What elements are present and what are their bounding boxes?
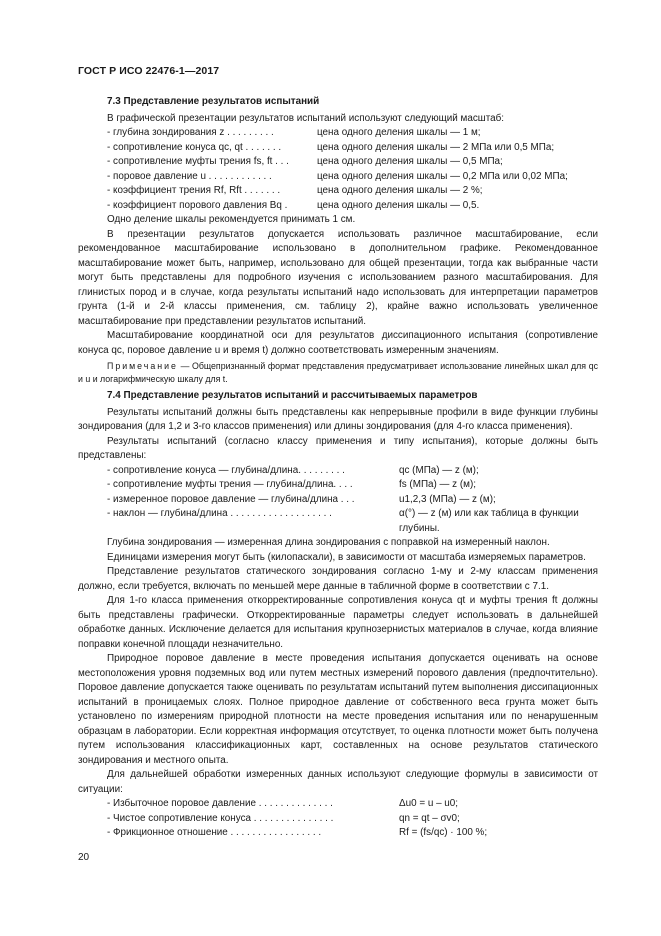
scale-list [78,126,598,213]
paragraph: В графической презентации результатов испытаний используют следующий масштаб: [107,112,504,124]
section-7-3-title: 7.3 Представление результатов испытаний [107,96,320,107]
list-item-label: - сопротивление муфты трения fs, ft . . . [107,156,289,167]
list-item [107,812,598,827]
note [78,360,598,385]
formula-label: - Чистое сопротивление конуса . . . . . . . . . . . . . . . [107,812,334,824]
list-item-label: - сопротивление муфты трения — глубина/длина. . . . [107,479,353,490]
document-header: ГОСТ Р ИСО 22476-1—2017 [78,65,220,77]
formula-value: Δu0 = u – u0; [399,798,459,809]
list-item [107,797,598,812]
list-item [107,199,598,214]
list-item-label: - наклон — глубина/длина . . . . . . . . . . . . . . . . . . . [107,508,332,519]
paragraph: Глубина зондирования — измеренная длина зондирования с поправкой на измеренный наклон. [107,537,550,548]
note-text: — Общепризнанный формат представления предусматривает использование линейных шкал для qc и u и логарифмическую шкалу для t. [78,361,598,384]
list-item [107,464,598,479]
list-item-continuation: глубины. [399,522,440,534]
paragraph: В презентации результатов допускается использовать различное масштабирование, если рекомендованное масштабирование использовано в дополнительном графике. Рекомендованное масштабирование может быть, например, использовано для общей презентации, тогда как выбранные части могут быть представлены для подробного изучения с использованием разного масштабирования. Для глинистых пород и в случае, когда результаты испытаний надо использовать для интерпретации параметров грунта (1-й и 2-й классы применения, см. таблицу 2), крайне важно использовать увеличенное масштабирование при представлении результатов испытаний. [78,228,598,327]
list-item [107,126,598,141]
list-item-value: цена одного деления шкалы — 0,5 МПа; [317,156,503,167]
list-item-label: - сопротивление конуса — глубина/длина. . . . . . . . . [107,464,345,476]
paragraph: Единицами измерения могут быть (килопаскали), в зависимости от масштаба измеряемых параметров. [107,551,586,563]
formula-value: qn = qt – σv0; [399,812,460,824]
list-item-value: α(°) — z (м) или как таблица в функции [399,508,579,519]
paragraph: Результаты испытаний (согласно классу применения и типу испытания), которые должны быть представлены: [78,435,598,461]
formula-list [78,797,598,841]
list-item-label: - глубина зондирования z . . . . . . . . . [107,127,274,138]
list-item [107,155,598,170]
list-item-label: - сопротивление конуса qc, qt . . . . . . . [107,141,282,153]
page-content [78,95,598,841]
list-item-label: - коэффициент трения Rf, Rft . . . . . . . [107,185,281,196]
list-item [107,184,598,199]
list-item [107,478,598,493]
list-item-label: - измеренное поровое давление — глубина/длина . . . [107,493,355,505]
list-item-value: цена одного деления шкалы — 0,2 МПа или 0,02 МПа; [317,170,568,182]
formula-label: - Фрикционное отношение . . . . . . . . . . . . . . . . . [107,827,322,838]
paragraph: Представление результатов статического зондирования согласно 1-му и 2-му классам применения должно, если требуется, включать по меньшей мере данные в табличной форме в соответствии с 7.1. [78,566,598,592]
section-7-4-title: 7.4 Представление результатов испытаний и рассчитываемых параметров [107,390,478,401]
paragraph: Природное поровое давление в месте проведения испытания допускается оценивать на основе местоположения уровня подземных вод или путем местных измерений порового давления (предпочтительно). Поровое давление допускается также оценивать по результатам испытаний путем выполнения диссипационных испытаний в проницаемых слоях. Полное природное давление от собственного веса грунта может быть установлено по измерениям природной плотности на месте проведения испытания или по ненарушенным образцам в лаборатории. Если корректная информация отсутствует, то оценка плотности может быть получена путем использования классификационных карт, составленных на основе результатов статического зондирования и местного опыта. [78,653,598,766]
paragraph: Для дальнейшей обработки измеренных данных используют следующие формулы в зависимости от ситуации: [78,769,598,795]
paragraph: Масштабирование координатной оси для результатов диссипационного испытания (сопротивление конуса qc, поровое давление u и время t) должно соответствовать измеренным значениям. [78,330,598,356]
list-item-value: цена одного деления шкалы — 0,5. [317,199,480,211]
paragraph: Одно деление шкалы рекомендуется принимать 1 см. [107,214,356,225]
list-item-value: цена одного деления шкалы — 2 %; [317,185,483,196]
list-item [107,507,598,522]
paragraph: Результаты испытаний должны быть представлены как непрерывные профили в виде функции глубины зондирования (для 1,2 и 3-го классов применения) или длины зондирования (для 4-го класса применения). [78,406,598,432]
list-item-label: - коэффициент порового давления Bq . [107,199,288,211]
formula-value: Rf = (fs/qc) · 100 %; [399,827,488,838]
list-item-value: qc (МПа) — z (м); [399,464,479,476]
list-item [107,826,598,841]
list-item-value: fs (МПа) — z (м); [399,479,476,490]
list-item [107,493,598,508]
list-item-label: - поровое давление u . . . . . . . . . . . . [107,170,272,182]
note-label: Примечание [107,361,178,371]
list-item-value: цена одного деления шкалы — 2 МПа или 0,5 МПа; [317,141,555,153]
list-item-value: цена одного деления шкалы — 1 м; [317,127,481,138]
formula-label: - Избыточное поровое давление . . . . . . . . . . . . . . [107,798,333,809]
list-item [107,170,598,185]
results-list [78,464,598,537]
paragraph: Для 1-го класса применения откорректированные сопротивления конуса qt и муфты трения ft должны быть представлены графически. Откорректированные параметры следует использовать в дальнейшей обработке данных. Исключение делается для испытания крупнозернистых материалов в случае, когда влияние поправки конечной площади незначительно. [78,595,598,650]
page-number: 20 [78,852,90,863]
list-item [107,141,598,156]
list-item-value: u1,2,3 (МПа) — z (м); [399,493,496,505]
